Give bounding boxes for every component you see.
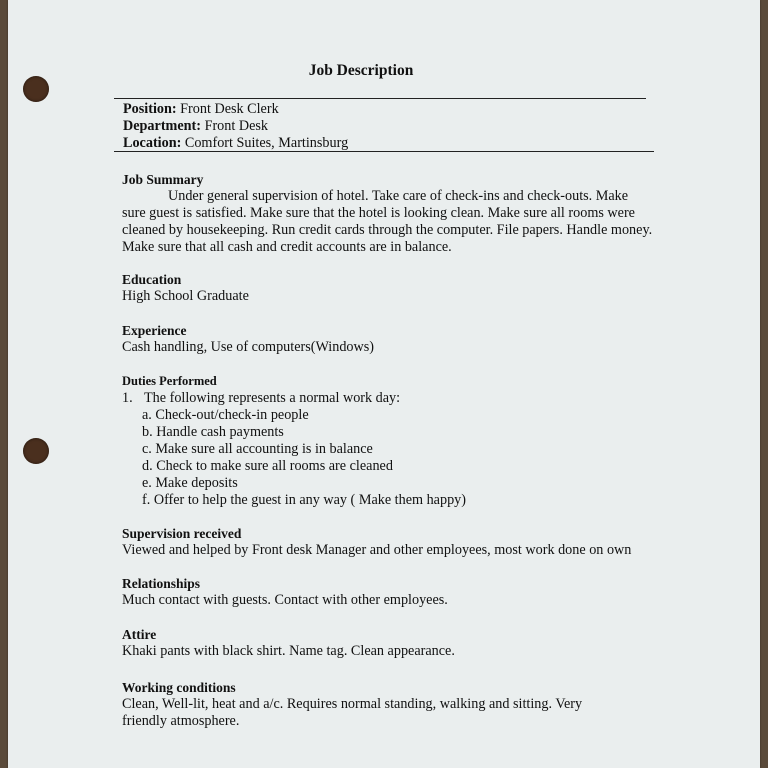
duties-heading: Duties Performed bbox=[122, 374, 217, 388]
duties-section bbox=[122, 373, 682, 509]
header-bottom-rule bbox=[114, 151, 654, 152]
attire-section bbox=[122, 626, 682, 660]
duties-sub-item: d. Check to make sure all rooms are cleaned bbox=[142, 458, 393, 474]
punch-hole-top bbox=[23, 76, 49, 102]
job-summary-text: Under general supervision of hotel. Take care of check-ins and check-outs. Make sure guest is satisfied. Make sure that the hotel is looking clean. Make sure all rooms were cleaned by housekeeping. Run credit cards through the computer. File papers. Handle money. Make sure that all cash and credit accounts are in balance. bbox=[122, 188, 653, 255]
supervision-heading: Supervision received bbox=[122, 526, 242, 541]
working-conditions-line-2: friendly atmosphere. bbox=[122, 713, 240, 729]
education-heading: Education bbox=[122, 272, 182, 287]
job-summary-heading: Job Summary bbox=[122, 172, 204, 187]
header-top-rule bbox=[114, 98, 646, 99]
location-label: Location: bbox=[123, 135, 182, 151]
duties-sub-item: e. Make deposits bbox=[142, 475, 238, 491]
attire-text: Khaki pants with black shirt. Name tag. Clean appearance. bbox=[122, 643, 455, 659]
experience-section bbox=[122, 322, 682, 356]
experience-text: Cash handling, Use of computers(Windows) bbox=[122, 339, 375, 355]
duties-sub-item: c. Make sure all accounting is in balance bbox=[142, 441, 373, 457]
duties-sub-item: b. Handle cash payments bbox=[142, 424, 284, 440]
experience-heading: Experience bbox=[122, 323, 187, 338]
attire-heading: Attire bbox=[122, 627, 157, 642]
working-conditions-line-1: Clean, Well-lit, heat and a/c. Requires normal standing, walking and sitting. Very bbox=[122, 696, 583, 712]
duties-sub-item: f. Offer to help the guest in any way ( Make them happy) bbox=[142, 492, 466, 508]
position-label: Position: bbox=[123, 101, 177, 117]
relationships-heading: Relationships bbox=[122, 576, 201, 591]
position-info bbox=[123, 101, 348, 152]
department-row bbox=[123, 118, 348, 135]
page-title: Job Description bbox=[308, 62, 414, 79]
position-value: Front Desk Clerk bbox=[180, 101, 279, 117]
supervision-section bbox=[122, 525, 722, 559]
relationships-section bbox=[122, 575, 682, 609]
duties-list-item bbox=[122, 390, 682, 407]
location-value: Comfort Suites, Martinsburg bbox=[184, 135, 349, 151]
duties-item-number: 1. bbox=[122, 390, 133, 406]
education-text: High School Graduate bbox=[122, 288, 249, 304]
department-label: Department: bbox=[123, 118, 202, 134]
supervision-text: Viewed and helped by Front desk Manager and other employees, most work done on own bbox=[122, 542, 632, 558]
location-row bbox=[123, 135, 348, 152]
punch-hole-bottom bbox=[23, 438, 49, 464]
document-page bbox=[8, 0, 760, 768]
department-value: Front Desk bbox=[204, 118, 269, 134]
position-row bbox=[123, 101, 348, 118]
duties-item-text: The following represents a normal work day: bbox=[144, 390, 401, 406]
duties-sub-item: a. Check-out/check-in people bbox=[142, 407, 309, 423]
working-conditions-section bbox=[122, 679, 682, 730]
working-conditions-heading: Working conditions bbox=[122, 680, 236, 695]
duties-sub-list bbox=[122, 407, 682, 509]
job-summary-section bbox=[122, 171, 682, 256]
relationships-text: Much contact with guests. Contact with other employees. bbox=[122, 592, 448, 608]
education-section bbox=[122, 271, 682, 305]
